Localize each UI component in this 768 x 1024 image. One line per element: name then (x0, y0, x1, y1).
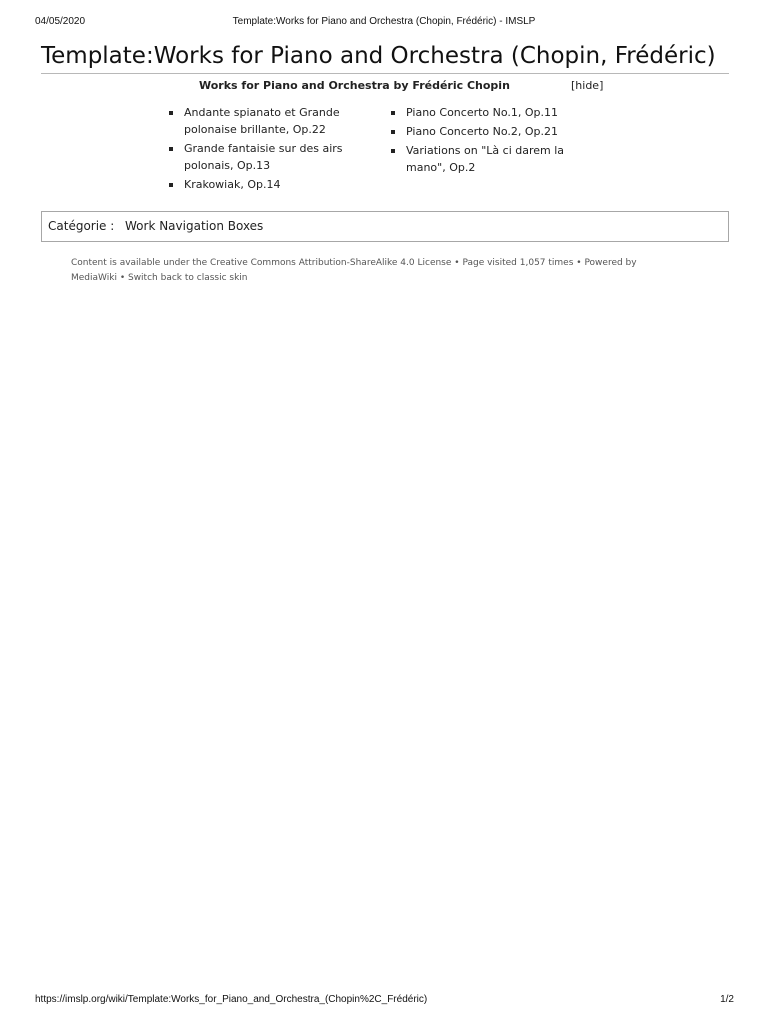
print-url: https://imslp.org/wiki/Template:Works_for_Piano_and_Orchestra_(Chopin%2C_Frédéric) (35, 994, 428, 1005)
bullet-icon (169, 111, 173, 115)
license-prefix: Content is available under the (71, 258, 211, 268)
separator: • (573, 258, 585, 268)
work-link-variations[interactable]: Variations on "Là ci darem la mano", Op.2 (406, 144, 565, 174)
bullet-icon (391, 111, 395, 115)
navbox-list-left (169, 104, 359, 195)
print-date: 04/05/2020 (35, 16, 86, 27)
print-header (0, 16, 768, 30)
classic-skin-link[interactable]: Switch back to classic skin (127, 273, 248, 283)
navbox-toggle (571, 79, 603, 92)
powered-prefix: Powered by (584, 258, 637, 268)
page-footer (71, 256, 681, 286)
toggle-close-bracket: ] (599, 79, 604, 92)
visit-count: Page visited 1,057 times (462, 258, 574, 268)
list-item (391, 142, 576, 176)
bullet-icon (391, 130, 395, 134)
list-item (391, 104, 576, 121)
list-item (169, 176, 359, 193)
list-item (169, 140, 359, 174)
print-footer (0, 994, 768, 1008)
navbox-list-right (391, 104, 576, 178)
navbox-title: Works for Piano and Orchestra by Frédéric Chopin (199, 79, 510, 92)
bullet-icon (169, 147, 173, 151)
work-link-piano-concerto-1[interactable]: Piano Concerto No.1, Op.11 (406, 106, 559, 119)
work-link-grande-fantaisie[interactable]: Grande fantaisie sur des airs polonais, Op.13 (184, 142, 343, 172)
hide-link[interactable]: hide (575, 79, 600, 92)
list-item (169, 104, 359, 138)
list-item (391, 123, 576, 140)
bullet-icon (391, 149, 395, 153)
separator: • (116, 273, 128, 283)
work-link-krakowiak[interactable]: Krakowiak, Op.14 (184, 178, 281, 191)
page-title: Template:Works for Piano and Orchestra (Chopin, Frédéric) (41, 40, 729, 74)
toggle-open-bracket: [ (571, 79, 576, 92)
category-link-work-navigation-boxes[interactable]: Work Navigation Boxes (125, 219, 264, 233)
separator: • (451, 258, 463, 268)
license-link[interactable]: Creative Commons Attribution-ShareAlike 4.0 License (210, 258, 452, 268)
mediawiki-link[interactable]: MediaWiki (71, 273, 117, 283)
print-title: Template:Works for Piano and Orchestra (Chopin, Frédéric) - IMSLP (232, 16, 536, 27)
work-link-andante-spianato[interactable]: Andante spianato et Grande polonaise brillante, Op.22 (184, 106, 340, 136)
bullet-icon (169, 183, 173, 187)
category-label: Catégorie : (48, 219, 115, 233)
category-links (41, 211, 729, 242)
work-link-piano-concerto-2[interactable]: Piano Concerto No.2, Op.21 (406, 125, 559, 138)
page-number: 1/2 (720, 994, 734, 1005)
